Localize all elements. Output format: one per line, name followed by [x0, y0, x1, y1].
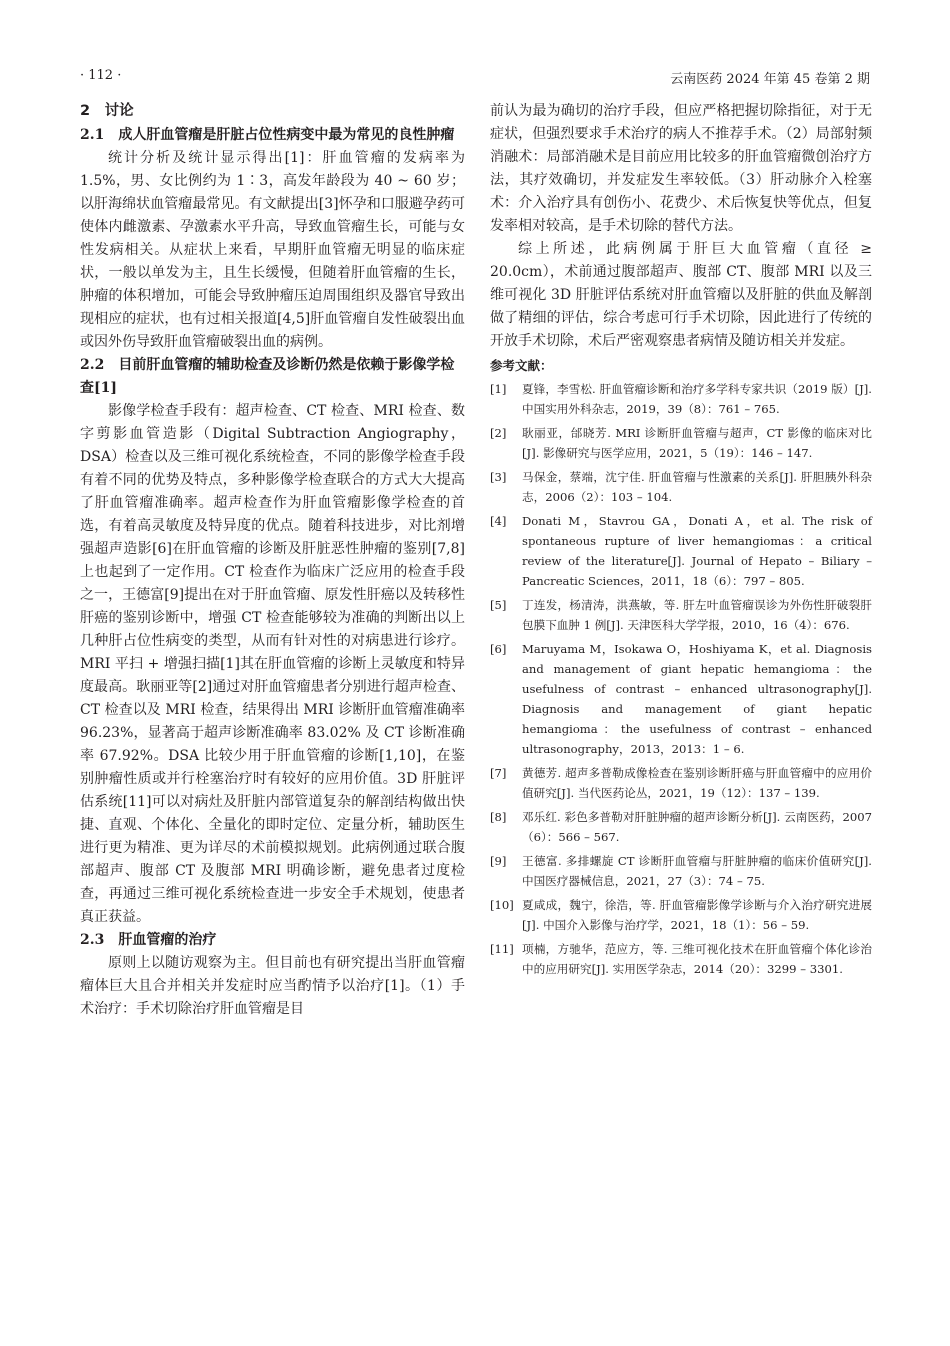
reference-text: 项楠，方驰华，范应方，等. 三维可视化技术在肝血管瘤个体化诊治中的应用研究[J]. 实用医学杂志，2014（20）：3299 – 3301.: [522, 942, 872, 976]
left-column: [80, 100, 465, 1021]
reference-text: Maruyama M，Isokawa O，Hoshiyama K，et al. Diagnosis and management of giant hepatic hemangioma：the usefulness of contrast – enhanced ultrasonography[J]. Diagnosis and management of giant hepatic hemangioma：the usefulness of contrast – enhanced ultrasonography，2013，2013：1 – 6.: [522, 642, 872, 756]
reference-text: 耿丽亚，邰晓芳. MRI 诊断肝血管瘤与超声，CT 影像的临床对比[J]. 影像研究与医学应用，2021，5（19）：146 – 147.: [522, 426, 872, 460]
reference-item: [490, 511, 872, 591]
reference-item: [490, 467, 872, 507]
subsection-2-3-paragraph: 原则上以随访观察为主。但目前也有研究提出当肝血管瘤瘤体巨大且合并相关并发症时应当酌情予以治疗[1]。（1）手术治疗：手术切除治疗肝血管瘤是目: [80, 955, 465, 1017]
conclusion-paragraph: 综上所述，此病例属于肝巨大血管瘤（直径 ≥ 20.0cm），术前通过腹部超声、腹部 CT、腹部 MRI 以及三维可视化 3D 肝脏评估系统对肝血管瘤以及肝脏的供血及解剖做了精细的评估，综合考虑可行手术切除，因此进行了传统的开放手术切除，术后严密观察患者病情及随访相关并发症。: [490, 241, 872, 349]
reference-number: [6]: [490, 642, 507, 656]
reference-item: [490, 851, 872, 891]
reference-number: [7]: [490, 766, 507, 780]
reference-number: [9]: [490, 854, 507, 868]
reference-number: [4]: [490, 514, 507, 528]
reference-item: [490, 423, 872, 463]
reference-text: 丁连发，杨清涛，洪燕敏，等. 肝左叶血管瘤误诊为外伤性肝破裂肝包膜下血肿 1 例[J]. 天津医科大学学报，2010，16（4）：676.: [522, 598, 872, 632]
references-title: 参考文献：: [490, 358, 553, 373]
reference-item: [490, 895, 872, 935]
reference-item: [490, 595, 872, 635]
subsection-2-2-paragraph: 影像学检查手段有：超声检查、CT 检查、MRI 检查、数字剪影血管造影（Digital Subtraction Angiography，DSA）检查以及三维可视化系统检查，不同的影像学检查手段有着不同的优势及特点，多种影像学检查联合的方式大大提高了肝血管瘤准确率。超声检查作为肝血管瘤影像学检查的首选，有着高灵敏度及特异度的优点。随着科技进步，对比剂增强超声造影[6]在肝血管瘤的诊断及肝脏恶性肿瘤的鉴别[7,8]上也起到了一定作用。CT 检查作为临床广泛应用的检查手段之一，王德富[9]提出在对于肝血管瘤、原发性肝癌以及转移性肝癌的鉴别诊断中，增强 CT 检查能够较为准确的判断出以上几种肝占位性病变的类型，从而有针对性的对病患进行诊疗。MRI 平扫 + 增强扫描[1]其在肝血管瘤的诊断上灵敏度和特异度最高。耿丽亚等[2]通过对肝血管瘤患者分别进行超声检查、CT 检查以及 MRI 检查，结果得出 MRI 诊断肝血管瘤准确率 96.23%，显著高于超声诊断准确率 83.02% 及 CT 诊断准确率 67.92%。DSA 比较少用于肝血管瘤的诊断[1,10]，在鉴别肿瘤性质或并行栓塞治疗时有较好的应用价值。3D 肝脏评估系统[11]可以对病灶及肝脏内部管道复杂的解剖结构做出快捷、直观、个体化、全量化的即时定位、定量分析，辅助医生进行更为精准、更为详尽的术前模拟规划。此病例通过联合腹部超声、腹部 CT 及腹部 MRI 明确诊断，避免患者过度检查，再通过三维可视化系统检查进一步安全手术规划，使患者真正获益。: [80, 403, 465, 925]
reference-number: [11]: [490, 942, 514, 956]
reference-number: [8]: [490, 810, 507, 824]
journal-info: 云南医药 2024 年第 45 卷第 2 期: [670, 72, 870, 87]
reference-text: 马保金，蔡端，沈宁佳. 肝血管瘤与性激素的关系[J]. 肝胆胰外科杂志，2006（2）：103 – 104.: [522, 470, 872, 504]
reference-text: Donati M，Stavrou GA，Donati A，et al. The risk of spontaneous rupture of liver hemangiomas：a critical review of the literature[J]. Journal of Hepato – Biliary – Pancreatic Sciences，2011，18（6）：797 – 805.: [522, 514, 872, 588]
reference-text: 夏咸成，魏宁，徐浩，等. 肝血管瘤影像学诊断与介入治疗研究进展[J]. 中国介入影像与治疗学，2021，18（1）：56 – 59.: [522, 898, 872, 932]
reference-text: 夏锋，李雪松. 肝血管瘤诊断和治疗多学科专家共识（2019 版）[J]. 中国实用外科杂志，2019，39（8）：761 – 765.: [522, 382, 872, 416]
subsection-2-1-paragraph: 统计分析及统计显示得出[1]：肝血管瘤的发病率为 1.5%，男、女比例约为 1∶3，高发年龄段为 40 ~ 60 岁；以肝海绵状血管瘤最常见。有文献提出[3]怀孕和口服避孕药可使体内雌激素、孕激素水平升高，导致血管瘤生长，可能与女性发病相关。从症状上来看，早期肝血管瘤无明显的临床症状，一般以单发为主，且生长缓慢，但随着肝血管瘤的生长，肿瘤的体积增加，可能会导致肿瘤压迫周围组织及器官导致出现相应的症状，也有过相关报道[4,5]肝血管瘤自发性破裂出血或因外伤导致肝血管瘤破裂出血的病例。: [80, 150, 465, 350]
reference-number: [3]: [490, 470, 507, 484]
subsection-2-2-heading: 2.2 目前肝血管瘤的辅助检查及诊断仍然是依赖于影像学检查[1]: [80, 357, 455, 396]
reference-item: [490, 379, 872, 419]
reference-number: [2]: [490, 426, 507, 440]
reference-text: 邓乐红. 彩色多普勒对肝脏肿瘤的超声诊断分析[J]. 云南医药，2007（6）：566 – 567.: [522, 810, 872, 844]
subsection-2-1-heading: 2.1 成人肝血管瘤是肝脏占位性病变中最为常见的良性肿瘤: [80, 127, 455, 143]
reference-number: [10]: [490, 898, 514, 912]
section-title: 2 讨论: [80, 103, 134, 119]
reference-item: [490, 639, 872, 759]
reference-item: [490, 807, 872, 847]
reference-number: [5]: [490, 598, 507, 612]
reference-number: [1]: [490, 382, 507, 396]
page-header: [80, 68, 870, 88]
reference-text: 王德富. 多排螺旋 CT 诊断肝血管瘤与肝脏肿瘤的临床价值研究[J]. 中国医疗器械信息，2021，27（3）：74 – 75.: [522, 854, 872, 888]
right-column: [490, 100, 872, 983]
subsection-2-3-heading: 2.3 肝血管瘤的治疗: [80, 932, 217, 948]
reference-item: [490, 763, 872, 803]
subsection-2-3-paragraph-continued: 前认为最为确切的治疗手段，但应严格把握切除指征，对于无症状，但强烈要求手术治疗的病人不推荐手术。（2）局部射频消融术：局部消融术是目前应用比较多的肝血管瘤微创治疗方法，其疗效确切，并发症发生率较低。（3）肝动脉介入栓塞术：介入治疗具有创伤小、花费少、术后恢复快等优点，但复发率相对较高，是手术切除的替代方法。: [490, 103, 872, 234]
reference-text: 黄德芳. 超声多普勒成像检查在鉴别诊断肝癌与肝血管瘤中的应用价值研究[J]. 当代医药论丛，2021，19（12）：137 – 139.: [522, 766, 872, 800]
reference-item: [490, 939, 872, 979]
page-number: · 112 ·: [80, 68, 122, 83]
reference-list: [490, 379, 872, 979]
